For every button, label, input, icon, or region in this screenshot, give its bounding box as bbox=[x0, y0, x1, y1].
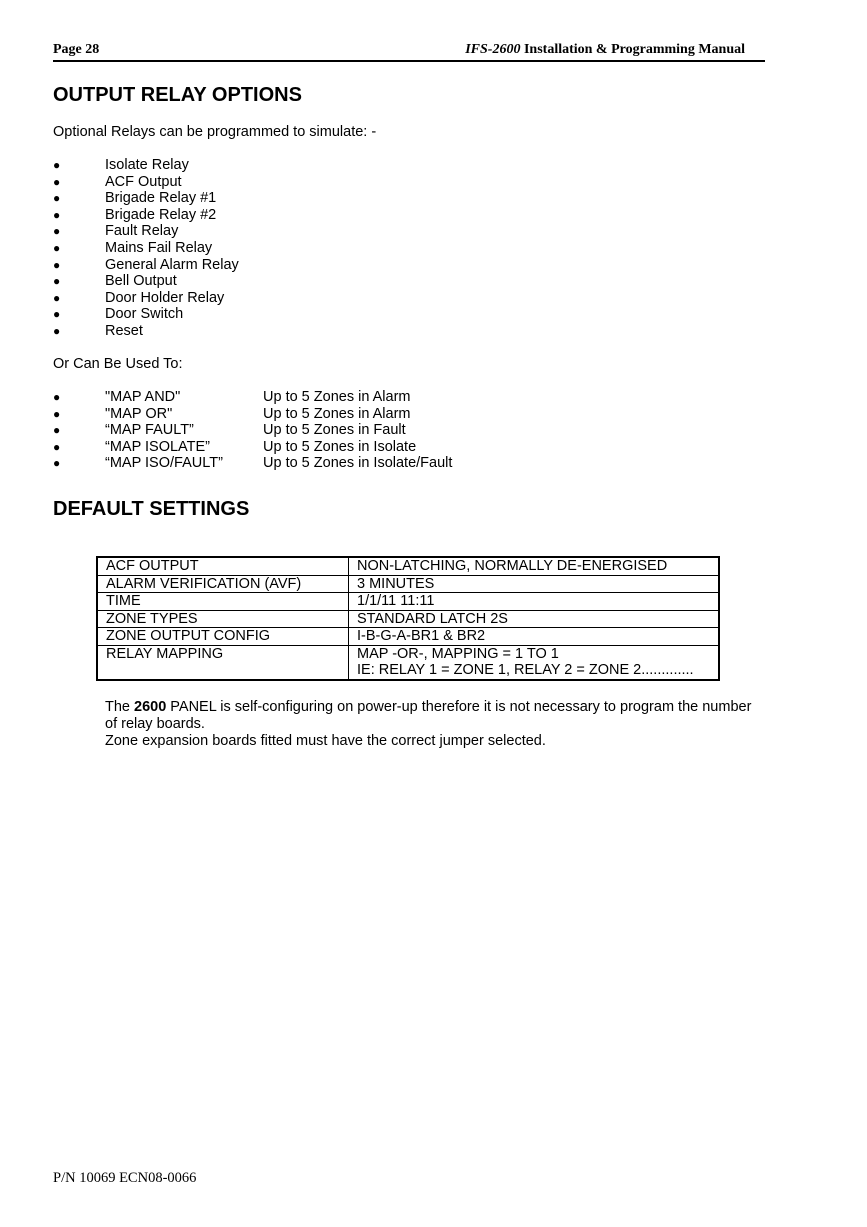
setting-value-cell bbox=[349, 557, 720, 575]
intro-text: Optional Relays can be programmed to simulate: - bbox=[53, 124, 377, 140]
bullet-icon: ● bbox=[53, 406, 61, 421]
setting-value-cell bbox=[349, 645, 720, 680]
setting-value-cell bbox=[349, 610, 720, 628]
table-row bbox=[97, 575, 719, 593]
setting-name-cell: ALARM VERIFICATION (AVF) bbox=[97, 575, 349, 593]
or-can-be-used-text: Or Can Be Used To: bbox=[53, 356, 183, 372]
note-paragraph bbox=[105, 699, 767, 750]
map-option-label: “MAP ISO/FAULT” bbox=[105, 455, 223, 472]
note-line-2: Zone expansion boards fitted must have the correct jumper selected. bbox=[105, 733, 546, 749]
note-rest: PANEL is self-configuring on power-up therefore it is not necessary to program the number of relay boards. bbox=[105, 699, 752, 732]
table-row bbox=[97, 557, 719, 575]
section-title-output-relay-options: OUTPUT RELAY OPTIONS bbox=[53, 84, 302, 106]
bullet-icon: ● bbox=[53, 456, 61, 471]
relay-option-label: Isolate Relay bbox=[105, 157, 189, 173]
default-settings-table bbox=[96, 556, 720, 681]
bullet-icon: ● bbox=[53, 390, 61, 404]
relay-option-label: Brigade Relay #1 bbox=[105, 190, 217, 207]
note-bold-model: 2600 bbox=[134, 699, 167, 715]
relay-option-label: ACF Output bbox=[105, 173, 182, 190]
setting-name-cell: RELAY MAPPING bbox=[97, 645, 349, 680]
relay-option-label: Reset bbox=[105, 322, 143, 339]
relay-option-label: Brigade Relay #2 bbox=[105, 206, 217, 223]
product-name: IFS-2600 bbox=[465, 42, 521, 57]
bullet-icon: ● bbox=[53, 207, 61, 222]
bullet-icon: ● bbox=[53, 224, 61, 239]
relay-option-label: Fault Relay bbox=[105, 223, 179, 240]
page-number: Page 28 bbox=[53, 42, 100, 57]
page-header bbox=[53, 42, 765, 62]
map-option-description: Up to 5 Zones in Alarm bbox=[263, 389, 411, 405]
footer-part-number: P/N 10069 ECN08-0066 bbox=[53, 1170, 197, 1186]
relay-option-label: Mains Fail Relay bbox=[105, 239, 213, 256]
map-option-label: "MAP AND" bbox=[105, 389, 181, 405]
table-row bbox=[97, 610, 719, 628]
setting-value-line: STANDARD LATCH 2S bbox=[357, 610, 508, 627]
setting-name-cell: ZONE OUTPUT CONFIG bbox=[97, 628, 349, 646]
setting-value-line-2: IE: RELAY 1 = ZONE 1, RELAY 2 = ZONE 2............. bbox=[357, 662, 694, 678]
bullet-icon: ● bbox=[53, 323, 61, 338]
manual-title-text: Installation & Programming Manual bbox=[523, 42, 745, 57]
setting-value-line: MAP -OR-, MAPPING = 1 TO 1 bbox=[357, 645, 559, 662]
relay-option-label: Door Holder Relay bbox=[105, 289, 225, 306]
setting-name-cell: ACF OUTPUT bbox=[97, 557, 349, 575]
setting-value-line: 3 MINUTES bbox=[357, 575, 435, 592]
setting-value-cell bbox=[349, 628, 720, 646]
bullet-icon: ● bbox=[53, 290, 61, 305]
bullet-icon: ● bbox=[53, 307, 61, 322]
setting-value-cell bbox=[349, 593, 720, 611]
setting-value-line: I-B-G-A-BR1 & BR2 bbox=[357, 628, 486, 644]
note-prefix: The bbox=[105, 699, 135, 715]
setting-value-cell bbox=[349, 575, 720, 593]
map-option-description: Up to 5 Zones in Fault bbox=[263, 422, 406, 439]
bullet-icon: ● bbox=[53, 158, 61, 172]
setting-name-cell: TIME bbox=[97, 593, 349, 611]
table-row bbox=[97, 645, 719, 680]
bullet-icon: ● bbox=[53, 240, 61, 255]
table-row bbox=[97, 593, 719, 611]
map-option-description: Up to 5 Zones in Alarm bbox=[263, 405, 411, 422]
bullet-icon: ● bbox=[53, 191, 61, 206]
relay-option-label: Bell Output bbox=[105, 273, 177, 290]
bullet-icon: ● bbox=[53, 423, 61, 438]
bullet-icon: ● bbox=[53, 174, 61, 189]
map-option-description: Up to 5 Zones in Isolate bbox=[263, 438, 417, 455]
bullet-icon: ● bbox=[53, 257, 61, 272]
section-title-default-settings: DEFAULT SETTINGS bbox=[53, 498, 250, 520]
setting-value-line: 1/1/11 11:11 bbox=[357, 593, 435, 609]
map-option-label: "MAP OR" bbox=[105, 405, 173, 422]
relay-option-label: Door Switch bbox=[105, 306, 184, 323]
bullet-icon: ● bbox=[53, 274, 61, 289]
map-option-label: “MAP ISOLATE” bbox=[105, 438, 211, 455]
relay-option-label: General Alarm Relay bbox=[105, 256, 239, 273]
setting-name-cell: ZONE TYPES bbox=[97, 610, 349, 628]
map-option-label: “MAP FAULT” bbox=[105, 422, 194, 439]
setting-value-line: NON-LATCHING, NORMALLY DE-ENERGISED bbox=[357, 558, 668, 574]
manual-title bbox=[465, 42, 745, 58]
bullet-icon: ● bbox=[53, 439, 61, 454]
map-option-description: Up to 5 Zones in Isolate/Fault bbox=[263, 455, 453, 472]
table-row bbox=[97, 628, 719, 646]
